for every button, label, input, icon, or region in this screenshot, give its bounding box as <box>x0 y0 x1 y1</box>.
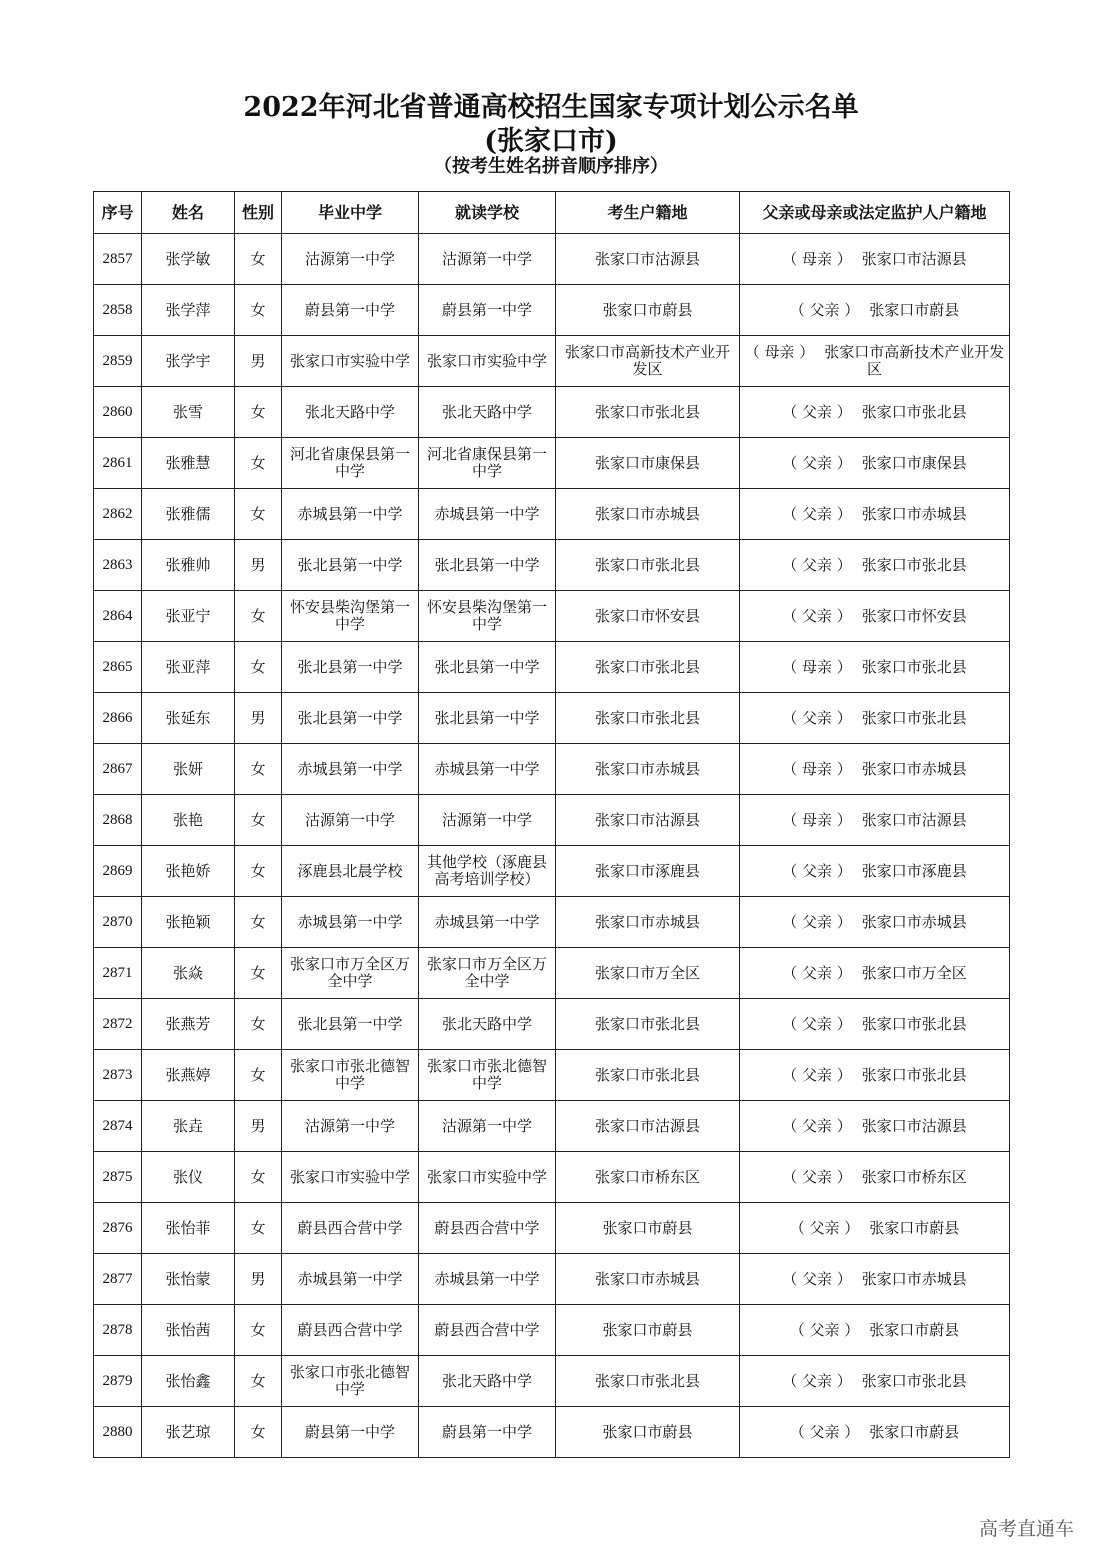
table-row <box>94 1305 1010 1356</box>
cell-grad-school: 张北县第一中学 <box>282 540 419 591</box>
cell-gender: 女 <box>235 591 282 642</box>
cell-name: 张怡菲 <box>142 1203 235 1254</box>
cell-current-school: 赤城县第一中学 <box>419 1254 556 1305</box>
parent-residence: 张家口市涿鹿县 <box>861 861 967 880</box>
cell-gender: 女 <box>235 234 282 285</box>
table-row <box>94 1050 1010 1101</box>
cell-parent-residence <box>740 693 1010 744</box>
parent-residence: 张家口市高新技术产业开发区 <box>824 343 1005 378</box>
sort-note: （按考生姓名拼音顺序排序） <box>434 156 668 177</box>
parent-relation: （ 父亲 ） <box>782 1014 852 1033</box>
cell-current-school: 张家口市张北德智中学 <box>419 1050 556 1101</box>
table-row <box>94 1203 1010 1254</box>
cell-current-school: 张北天路中学 <box>419 1356 556 1407</box>
parent-residence: 张家口市赤城县 <box>861 759 967 778</box>
table-row <box>94 948 1010 999</box>
cell-parent-residence <box>740 1101 1010 1152</box>
cell-grad-school: 沽源第一中学 <box>282 1101 419 1152</box>
parent-relation: （ 父亲 ） <box>782 1167 852 1186</box>
cell-current-school: 赤城县第一中学 <box>419 489 556 540</box>
parent-residence: 张家口市张北县 <box>861 708 967 727</box>
parent-relation: （ 母亲 ） <box>744 343 815 361</box>
parent-relation: （ 母亲 ） <box>782 657 852 676</box>
cell-current-school: 赤城县第一中学 <box>419 897 556 948</box>
cell-gender: 男 <box>235 693 282 744</box>
cell-grad-school: 赤城县第一中学 <box>282 1254 419 1305</box>
cell-residence: 张家口市赤城县 <box>556 744 740 795</box>
header-name: 姓名 <box>142 192 235 234</box>
parent-relation: （ 父亲 ） <box>782 708 852 727</box>
cell-seq: 2858 <box>94 285 142 336</box>
cell-grad-school: 蔚县西合营中学 <box>282 1305 419 1356</box>
cell-parent-residence <box>740 846 1010 897</box>
cell-name: 张亚萍 <box>142 642 235 693</box>
cell-parent-residence <box>740 897 1010 948</box>
cell-parent-residence <box>740 336 1010 387</box>
cell-grad-school: 张家口市张北德智中学 <box>282 1356 419 1407</box>
cell-gender: 女 <box>235 897 282 948</box>
cell-name: 张艳 <box>142 795 235 846</box>
cell-current-school: 蔚县第一中学 <box>419 285 556 336</box>
cell-gender: 男 <box>235 1101 282 1152</box>
table-row <box>94 1407 1010 1458</box>
cell-parent-residence <box>740 999 1010 1050</box>
parent-relation: （ 父亲 ） <box>782 1116 852 1135</box>
cell-seq: 2866 <box>94 693 142 744</box>
parent-residence: 张家口市万全区 <box>861 963 967 982</box>
cell-current-school: 张家口市实验中学 <box>419 1152 556 1203</box>
parent-relation: （ 父亲 ） <box>782 1269 852 1288</box>
cell-grad-school: 蔚县第一中学 <box>282 285 419 336</box>
table-row <box>94 438 1010 489</box>
cell-seq: 2860 <box>94 387 142 438</box>
header-current-school: 就读学校 <box>419 192 556 234</box>
parent-residence: 张家口市张北县 <box>861 1014 967 1033</box>
parent-relation: （ 父亲 ） <box>782 912 852 931</box>
table-row <box>94 591 1010 642</box>
cell-seq: 2867 <box>94 744 142 795</box>
cell-name: 张延东 <box>142 693 235 744</box>
parent-relation: （ 父亲 ） <box>782 504 852 523</box>
cell-current-school: 蔚县第一中学 <box>419 1407 556 1458</box>
cell-current-school: 张家口市实验中学 <box>419 336 556 387</box>
cell-current-school: 张北天路中学 <box>419 387 556 438</box>
parent-residence: 张家口市蔚县 <box>869 1218 960 1237</box>
parent-relation: （ 父亲 ） <box>782 606 852 625</box>
table-row <box>94 744 1010 795</box>
parent-relation: （ 父亲 ） <box>789 300 860 319</box>
cell-grad-school: 赤城县第一中学 <box>282 897 419 948</box>
table-row <box>94 693 1010 744</box>
cell-grad-school: 蔚县西合营中学 <box>282 1203 419 1254</box>
cell-name: 张艳娇 <box>142 846 235 897</box>
cell-current-school: 张家口市万全区万全中学 <box>419 948 556 999</box>
cell-residence: 张家口市蔚县 <box>556 1203 740 1254</box>
cell-current-school: 怀安县柴沟堡第一中学 <box>419 591 556 642</box>
table-row <box>94 336 1010 387</box>
parent-relation: （ 父亲 ） <box>782 453 852 472</box>
cell-current-school: 沽源第一中学 <box>419 1101 556 1152</box>
parent-relation: （ 父亲 ） <box>782 963 852 982</box>
cell-gender: 女 <box>235 1152 282 1203</box>
parent-relation: （ 父亲 ） <box>782 1065 852 1084</box>
cell-grad-school: 沽源第一中学 <box>282 234 419 285</box>
cell-gender: 女 <box>235 948 282 999</box>
cell-current-school: 沽源第一中学 <box>419 234 556 285</box>
cell-parent-residence <box>740 234 1010 285</box>
header-row <box>94 192 1010 234</box>
cell-seq: 2864 <box>94 591 142 642</box>
cell-residence: 张家口市赤城县 <box>556 897 740 948</box>
cell-current-school: 张北县第一中学 <box>419 642 556 693</box>
header-residence: 考生户籍地 <box>556 192 740 234</box>
cell-gender: 女 <box>235 1356 282 1407</box>
document-title: 2022年河北省普通高校招生国家专项计划公示名单 <box>243 92 859 123</box>
cell-current-school: 张北县第一中学 <box>419 540 556 591</box>
cell-gender: 女 <box>235 1203 282 1254</box>
cell-parent-residence <box>740 1305 1010 1356</box>
table-row <box>94 1254 1010 1305</box>
parent-relation: （ 父亲 ） <box>782 555 852 574</box>
cell-parent-residence <box>740 1254 1010 1305</box>
cell-current-school: 赤城县第一中学 <box>419 744 556 795</box>
cell-gender: 男 <box>235 336 282 387</box>
cell-name: 张雅慧 <box>142 438 235 489</box>
table-row <box>94 1101 1010 1152</box>
cell-seq: 2880 <box>94 1407 142 1458</box>
cell-name: 张怡茜 <box>142 1305 235 1356</box>
cell-seq: 2879 <box>94 1356 142 1407</box>
cell-grad-school: 怀安县柴沟堡第一中学 <box>282 591 419 642</box>
parent-relation: （ 父亲 ） <box>782 402 852 421</box>
cell-residence: 张家口市桥东区 <box>556 1152 740 1203</box>
cell-seq: 2861 <box>94 438 142 489</box>
roster-body <box>94 234 1010 1458</box>
cell-name: 张亚宁 <box>142 591 235 642</box>
cell-name: 张仪 <box>142 1152 235 1203</box>
cell-residence: 张家口市张北县 <box>556 999 740 1050</box>
cell-name: 张妍 <box>142 744 235 795</box>
cell-residence: 张家口市万全区 <box>556 948 740 999</box>
header-parent-residence: 父亲或母亲或法定监护人户籍地 <box>740 192 1010 234</box>
parent-residence: 张家口市怀安县 <box>861 606 967 625</box>
cell-parent-residence <box>740 387 1010 438</box>
cell-grad-school: 张家口市实验中学 <box>282 1152 419 1203</box>
cell-seq: 2869 <box>94 846 142 897</box>
header-gender: 性别 <box>235 192 282 234</box>
cell-parent-residence <box>740 795 1010 846</box>
table-row <box>94 489 1010 540</box>
cell-grad-school: 涿鹿县北晨学校 <box>282 846 419 897</box>
cell-parent-residence <box>740 540 1010 591</box>
table-row <box>94 999 1010 1050</box>
cell-name: 张雪 <box>142 387 235 438</box>
table-row <box>94 642 1010 693</box>
cell-parent-residence <box>740 744 1010 795</box>
cell-parent-residence <box>740 1407 1010 1458</box>
cell-gender: 女 <box>235 642 282 693</box>
table-row <box>94 846 1010 897</box>
cell-parent-residence <box>740 1050 1010 1101</box>
cell-seq: 2873 <box>94 1050 142 1101</box>
cell-residence: 张家口市张北县 <box>556 642 740 693</box>
cell-gender: 女 <box>235 999 282 1050</box>
cell-residence: 张家口市张北县 <box>556 540 740 591</box>
parent-residence: 张家口市张北县 <box>861 1065 967 1084</box>
cell-gender: 女 <box>235 285 282 336</box>
table-row <box>94 285 1010 336</box>
cell-name: 张学萍 <box>142 285 235 336</box>
document-subtitle: (张家口市) <box>484 126 618 157</box>
cell-name: 张艳颖 <box>142 897 235 948</box>
cell-residence: 张家口市涿鹿县 <box>556 846 740 897</box>
cell-current-school: 蔚县西合营中学 <box>419 1305 556 1356</box>
parent-residence: 张家口市赤城县 <box>861 504 967 523</box>
parent-residence: 张家口市沽源县 <box>861 249 967 268</box>
cell-seq: 2875 <box>94 1152 142 1203</box>
cell-grad-school: 张家口市万全区万全中学 <box>282 948 419 999</box>
cell-name: 张怡蒙 <box>142 1254 235 1305</box>
parent-relation: （ 父亲 ） <box>789 1320 860 1339</box>
parent-residence: 张家口市张北县 <box>861 1371 967 1390</box>
cell-parent-residence <box>740 642 1010 693</box>
cell-grad-school: 张北天路中学 <box>282 387 419 438</box>
parent-relation: （ 母亲 ） <box>782 249 852 268</box>
parent-residence: 张家口市张北县 <box>861 555 967 574</box>
parent-residence: 张家口市蔚县 <box>869 300 960 319</box>
table-row <box>94 387 1010 438</box>
cell-seq: 2863 <box>94 540 142 591</box>
cell-current-school: 蔚县西合营中学 <box>419 1203 556 1254</box>
cell-seq: 2871 <box>94 948 142 999</box>
cell-current-school: 河北省康保县第一中学 <box>419 438 556 489</box>
cell-name: 张雅儒 <box>142 489 235 540</box>
cell-gender: 女 <box>235 1050 282 1101</box>
cell-residence: 张家口市张北县 <box>556 693 740 744</box>
cell-residence: 张家口市沽源县 <box>556 234 740 285</box>
parent-relation: （ 父亲 ） <box>782 861 852 880</box>
parent-residence: 张家口市蔚县 <box>869 1320 960 1339</box>
cell-name: 张怡鑫 <box>142 1356 235 1407</box>
cell-residence: 张家口市赤城县 <box>556 1254 740 1305</box>
cell-seq: 2868 <box>94 795 142 846</box>
table-row <box>94 234 1010 285</box>
cell-grad-school: 张北县第一中学 <box>282 693 419 744</box>
cell-name: 张焱 <box>142 948 235 999</box>
table-row <box>94 1152 1010 1203</box>
cell-residence: 张家口市蔚县 <box>556 285 740 336</box>
cell-gender: 女 <box>235 744 282 795</box>
parent-residence: 张家口市康保县 <box>861 453 967 472</box>
cell-grad-school: 张家口市实验中学 <box>282 336 419 387</box>
cell-residence: 张家口市蔚县 <box>556 1305 740 1356</box>
cell-grad-school: 沽源第一中学 <box>282 795 419 846</box>
table-row <box>94 1356 1010 1407</box>
cell-seq: 2857 <box>94 234 142 285</box>
cell-residence: 张家口市蔚县 <box>556 1407 740 1458</box>
cell-name: 张燕芳 <box>142 999 235 1050</box>
parent-residence: 张家口市桥东区 <box>861 1167 967 1186</box>
table-row <box>94 795 1010 846</box>
cell-gender: 女 <box>235 438 282 489</box>
header-seq: 序号 <box>94 192 142 234</box>
cell-residence: 张家口市张北县 <box>556 387 740 438</box>
cell-seq: 2877 <box>94 1254 142 1305</box>
cell-residence: 张家口市康保县 <box>556 438 740 489</box>
cell-parent-residence <box>740 489 1010 540</box>
parent-relation: （ 母亲 ） <box>782 759 852 778</box>
cell-parent-residence <box>740 285 1010 336</box>
cell-parent-residence <box>740 591 1010 642</box>
cell-name: 张艺琼 <box>142 1407 235 1458</box>
parent-relation: （ 父亲 ） <box>789 1218 860 1237</box>
cell-grad-school: 蔚县第一中学 <box>282 1407 419 1458</box>
cell-residence: 张家口市沽源县 <box>556 1101 740 1152</box>
parent-relation: （ 父亲 ） <box>782 1371 852 1390</box>
cell-name: 张垚 <box>142 1101 235 1152</box>
cell-gender: 男 <box>235 540 282 591</box>
cell-gender: 女 <box>235 489 282 540</box>
cell-residence: 张家口市张北县 <box>556 1356 740 1407</box>
cell-parent-residence <box>740 1356 1010 1407</box>
roster-table <box>93 191 1010 1458</box>
cell-parent-residence <box>740 1152 1010 1203</box>
parent-residence: 张家口市赤城县 <box>861 912 967 931</box>
cell-seq: 2865 <box>94 642 142 693</box>
cell-name: 张雅帅 <box>142 540 235 591</box>
cell-residence: 张家口市怀安县 <box>556 591 740 642</box>
cell-seq: 2876 <box>94 1203 142 1254</box>
parent-relation: （ 母亲 ） <box>782 810 852 829</box>
cell-current-school: 张北县第一中学 <box>419 693 556 744</box>
cell-name: 张学敏 <box>142 234 235 285</box>
table-row <box>94 897 1010 948</box>
cell-gender: 女 <box>235 1407 282 1458</box>
cell-parent-residence <box>740 1203 1010 1254</box>
cell-gender: 女 <box>235 846 282 897</box>
cell-seq: 2859 <box>94 336 142 387</box>
parent-relation: （ 父亲 ） <box>789 1422 860 1441</box>
parent-residence: 张家口市蔚县 <box>869 1422 960 1441</box>
cell-gender: 女 <box>235 387 282 438</box>
cell-seq: 2872 <box>94 999 142 1050</box>
parent-residence: 张家口市沽源县 <box>861 1116 967 1135</box>
cell-seq: 2874 <box>94 1101 142 1152</box>
header-grad-school: 毕业中学 <box>282 192 419 234</box>
cell-seq: 2870 <box>94 897 142 948</box>
cell-parent-residence <box>740 438 1010 489</box>
cell-grad-school: 赤城县第一中学 <box>282 489 419 540</box>
cell-residence: 张家口市张北县 <box>556 1050 740 1101</box>
cell-seq: 2878 <box>94 1305 142 1356</box>
parent-residence: 张家口市沽源县 <box>861 810 967 829</box>
cell-name: 张燕婷 <box>142 1050 235 1101</box>
cell-current-school: 其他学校（涿鹿县高考培训学校） <box>419 846 556 897</box>
cell-current-school: 张北天路中学 <box>419 999 556 1050</box>
table-row <box>94 540 1010 591</box>
cell-parent-residence <box>740 948 1010 999</box>
cell-current-school: 沽源第一中学 <box>419 795 556 846</box>
cell-grad-school: 张北县第一中学 <box>282 999 419 1050</box>
cell-residence: 张家口市沽源县 <box>556 795 740 846</box>
cell-gender: 女 <box>235 795 282 846</box>
parent-residence: 张家口市张北县 <box>861 657 967 676</box>
cell-name: 张学宇 <box>142 336 235 387</box>
cell-grad-school: 张家口市张北德智中学 <box>282 1050 419 1101</box>
cell-gender: 男 <box>235 1254 282 1305</box>
cell-grad-school: 张北县第一中学 <box>282 642 419 693</box>
cell-seq: 2862 <box>94 489 142 540</box>
cell-residence: 张家口市赤城县 <box>556 489 740 540</box>
parent-residence: 张家口市赤城县 <box>861 1269 967 1288</box>
parent-residence: 张家口市张北县 <box>861 402 967 421</box>
cell-grad-school: 河北省康保县第一中学 <box>282 438 419 489</box>
cell-grad-school: 赤城县第一中学 <box>282 744 419 795</box>
watermark-text: 高考直通车 <box>978 1518 1074 1540</box>
cell-residence: 张家口市高新技术产业开发区 <box>556 336 740 387</box>
cell-gender: 女 <box>235 1305 282 1356</box>
